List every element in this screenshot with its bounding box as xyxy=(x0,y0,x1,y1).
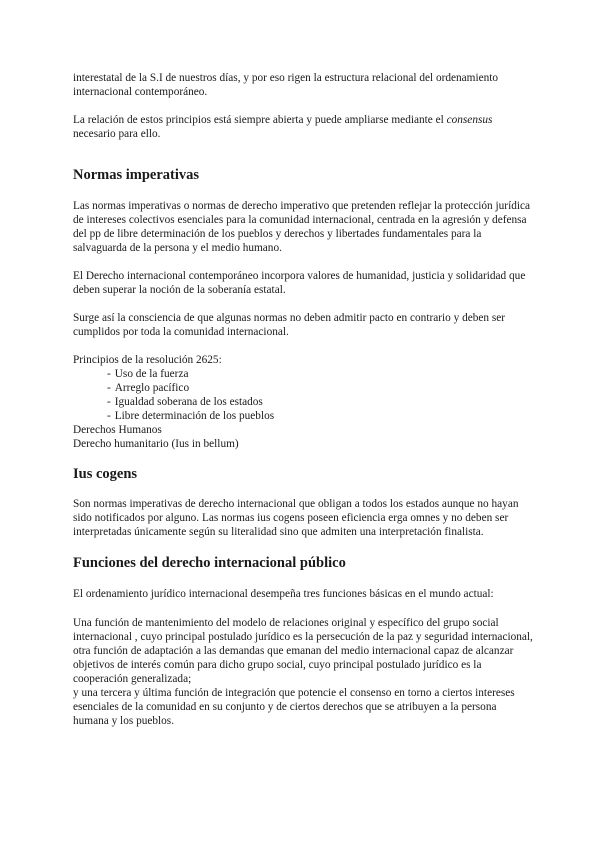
funcion-adaptacion: otra función de adaptación a las demandas que emanan del medio internacional capaz de alcanzar objetivos de interés común para dicho grupo social, cuyo principal postulado jurídico es la cooperación generalizada; xyxy=(73,645,514,685)
heading-funciones: Funciones del derecho internacional público xyxy=(73,555,346,571)
funcion-integracion: y una tercera y última función de integración que potencie el consenso en torno a ciertos intereses esenciales de la comunidad en su conjunto y de ciertos derechos que se atribuyen a la persona humana y los pueblos. xyxy=(73,687,515,727)
principle-item: - Arreglo pacífico xyxy=(107,382,190,394)
principle-item: - Igualdad soberana de los estados xyxy=(107,396,263,408)
principles-list xyxy=(73,367,533,423)
intro-p2-italic-term: consensus xyxy=(446,114,493,126)
intro-paragraph-2 xyxy=(73,113,533,141)
ius-cogens-paragraph: Son normas imperativas de derecho internacional que obligan a todos los estados aunque no hayan sido notificados por alguno. Las normas ius cogens poseen eficiencia erga omnes y no deben ser interpretadas únicamente según su literalidad sino que admiten una interpretación finalista. xyxy=(73,498,519,538)
intro-p2-text-after: necesario para ello. xyxy=(73,128,161,140)
document-page xyxy=(73,71,533,728)
normas-paragraph-1: Las normas imperativas o normas de derecho imperativo que pretenden reflejar la protección jurídica de intereses colectivos esenciales para la comunidad internacional, centrada en la agresión y defensa del pp de libre determinación de los pueblos y derechos y libertades fundamentales para la salvaguarda de la persona y el medio humano. xyxy=(73,200,531,254)
derecho-humanitario-line: Derecho humanitario (Ius in bellum) xyxy=(73,438,239,450)
funcion-mantenimiento: Una función de mantenimiento del modelo de relaciones original y específico del grupo social internacional , cuyo principal postulado jurídico es la persecución de la paz y seguridad internacional, xyxy=(73,617,533,643)
heading-ius-cogens: Ius cogens xyxy=(73,466,138,482)
normas-paragraph-3: Surge así la consciencia de que algunas normas no deben admitir pacto en contrario y deben ser cumplidos por toda la comunidad internacional. xyxy=(73,312,506,338)
heading-normas-imperativas: Normas imperativas xyxy=(73,167,200,183)
intro-p2-text-before: La relación de estos principios está siempre abierta y puede ampliarse mediante el xyxy=(73,114,447,126)
funciones-intro: El ordenamiento jurídico internacional desempeña tres funciones básicas en el mundo actual: xyxy=(73,588,494,600)
principle-item: - Uso de la fuerza xyxy=(107,368,189,380)
principles-title: Principios de la resolución 2625: xyxy=(73,354,222,366)
derechos-humanos-line: Derechos Humanos xyxy=(73,424,162,436)
normas-paragraph-2: El Derecho internacional contemporáneo incorpora valores de humanidad, justicia y solidaridad que deben superar la noción de la soberanía estatal. xyxy=(73,270,526,296)
principle-item: - Libre determinación de los pueblos xyxy=(107,410,275,422)
intro-paragraph-1: interestatal de la S.I de nuestros días, y por eso rigen la estructura relacional del ordenamiento internacional contemporáneo. xyxy=(73,72,499,98)
